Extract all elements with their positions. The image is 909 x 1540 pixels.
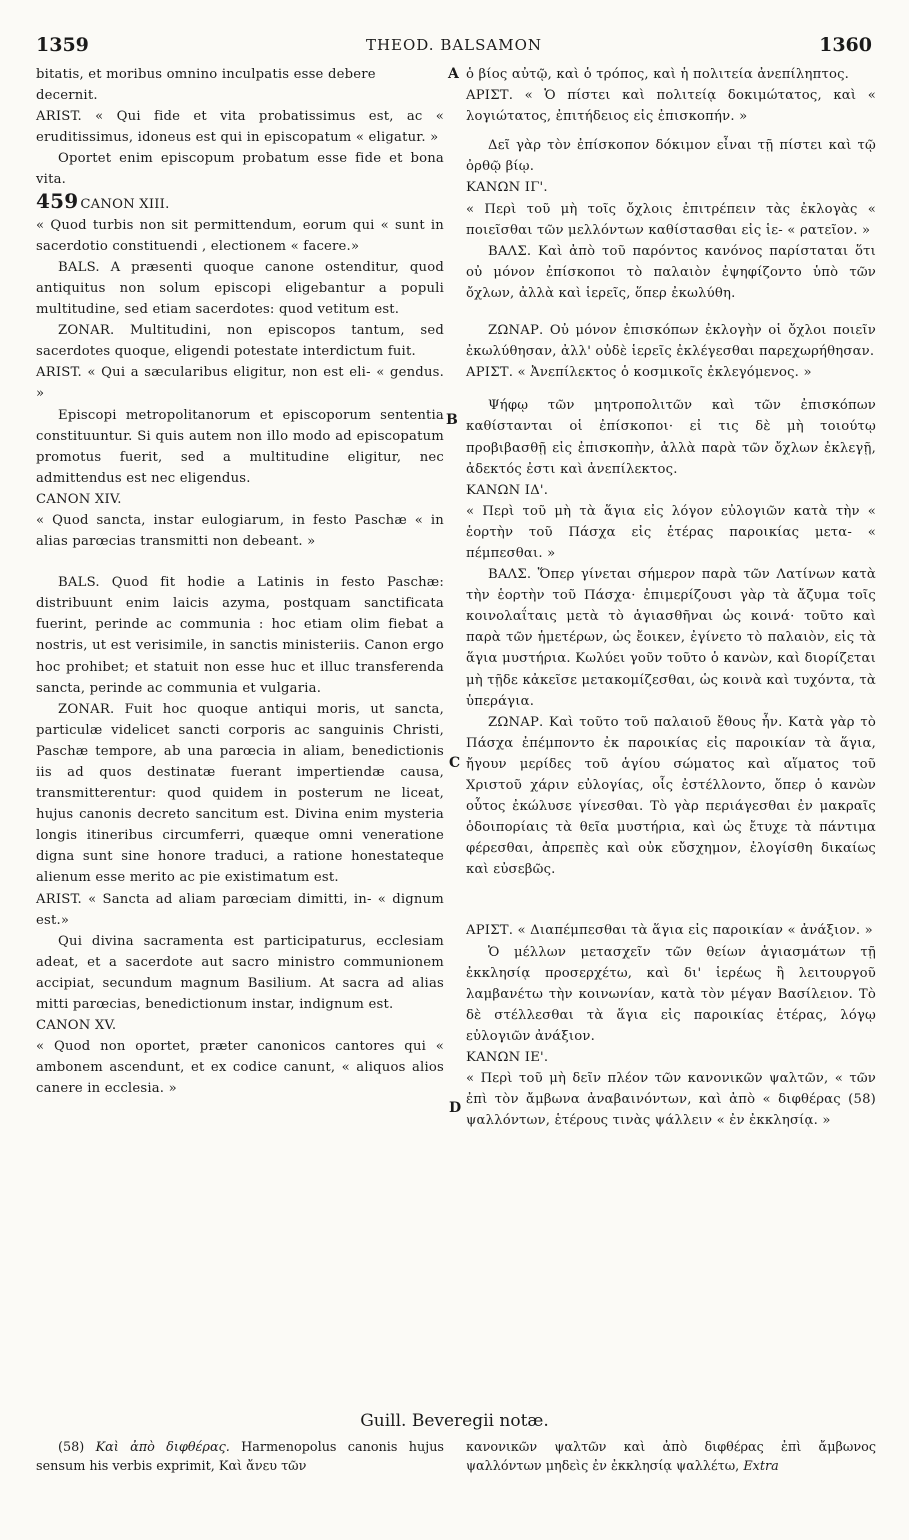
notes-title: Guill. Beveregii notæ. — [360, 1411, 549, 1431]
greek-balsamon13: ΒΑΛΣ. Καὶ ἀπὸ τοῦ παρόντος κανόνος παρίσταται ὅτι οὐ μόνον ἐπίσκοποι τὸ παλαιὸν ἐψηφίζοντο ὑπὸ τῶν ὄχλων, ἀλλὰ καὶ ἱερεῖς, ὅπερ ἐκωλύθη. — [466, 243, 876, 301]
margin-letter-d: D — [449, 1100, 462, 1116]
canon13-label: CANON XIII. — [80, 196, 170, 212]
note-lemma: Καὶ ἀπὸ διφθέρας. — [95, 1440, 230, 1455]
running-title: THEOD. BALSAMON — [365, 36, 543, 54]
latin-canon13-title: « Quod turbis non sit permittendum, eorum qui « sunt in sacerdotio constituendi , electionem « facere.» — [36, 217, 444, 254]
latin-arist14: ARIST. « Sancta ad aliam parœciam dimitti, in- « dignum est.» — [36, 891, 444, 928]
greek-arist-canon12: ΑΡΙΣΤ. « Ὁ πίστει καὶ πολιτείᾳ δοκιμώτατος, καὶ « λογιώτατος, ἐπιτήδειος εἰς ἐπισκοπήν. » — [466, 88, 876, 125]
column-number: 459 — [36, 188, 79, 213]
greek-mellon-paragraph: Ὁ μέλλων μετασχεῖν τῶν θείων ἁγιασμάτων τῇ ἐκκλησίᾳ προσερχέτω, καὶ δι' ἱερέως ἢ λειτουργοῦ λαμβανέτω τὴν κοινωνίαν, κατὰ τὸν μέγαν Βασίλειον. Τὸ δὲ στέλλεσθαι τὰ ἅγια εἰς παροικίας ἑτέρας, λόγῳ εὐλογιῶν ἀνάξιον. — [466, 944, 876, 1044]
margin-letter-c: C — [449, 755, 461, 771]
greek-psepho-paragraph: Ψήφῳ τῶν μητροπολιτῶν καὶ τῶν ἐπισκόπων καθίστανται οἱ ἐπίσκοποι· εἰ τις δὲ μὴ τοιούτῳ προβιβασθῇ εἰς ἐπισκοπὴν, ἀλλὰ παρὰ τῶν ὄχλων ἐκλεγῇ, ἀδεκτός ἐστι καὶ ἀνεπίλεκτος. — [466, 398, 876, 477]
latin-continuation-end: decernit. — [36, 88, 98, 104]
latin-canon14-heading: CANON XIV. — [36, 491, 122, 507]
greek-zonaras14: ΖΩΝΑΡ. Καὶ τοῦτο τοῦ παλαιοῦ ἔθους ἦν. Κατὰ γὰρ τὸ Πάσχα ἐπέμποντο ἐκ παροικίας εἰς παροικίαν τὰ ἅγια, ἤγουν μερίδες τοῦ ἁγίου σώματος καὶ αἵματος τοῦ Χριστοῦ χάριν εὐλογίας, οἷς ἐστέλλοντο, ὅπερ ὁ κανὼν οὗτος ἐκώλυσε γίνεσθαι. Τὸ γὰρ περιάγεσθαι ἐν μακραῖς ὁδοιπορίαις τὰ θεῖα μυστήρια, καὶ ὡς ἔτυχε τὰ πάντιμα φέρεσθαι, ἀπρεπὲς καὶ οὐκ εὔσχημον, ἐλογίσθη δικαίως καὶ εὐσεβῶς. — [466, 714, 876, 878]
left-page-number: 1359 — [36, 34, 89, 56]
greek-canon14-title: « Περὶ τοῦ μὴ τὰ ἅγια εἰς λόγον εὐλογιῶν κατὰ τὴν « ἑορτὴν τοῦ Πάσχα εἰς ἑτέρας παροικίας μετα- « πέμπεσθαι. » — [466, 503, 876, 561]
latin-episcopi-paragraph: Episcopi metropolitanorum et episcoporum sententia constituuntur. Si quis autem non illo modo ad episcopatum promotus fuerit, sed a multitudine eligitur, nec admittendus est nec eligendus. — [36, 407, 444, 486]
greek-continuation: ὁ βίος αὐτῷ, καὶ ὁ τρόπος, καὶ ἡ πολιτεία ἀνεπίληπτος. — [466, 67, 850, 82]
latin-canon13-heading — [36, 188, 444, 215]
note-text-left: Harmenopolus canonis hujus sensum his verbis exprimit, Καὶ ἄνευ τῶν — [36, 1440, 445, 1474]
latin-oportet-paragraph: Oportet enim episcopum probatum esse fide et bona vita. — [36, 151, 444, 188]
greek-canon13-title: « Περὶ τοῦ μὴ τοῖς ὄχλοις ἐπιτρέπειν τὰς ἐκλογὰς « ποιεῖσθαι τῶν μελλόντων καθίστασθαι εἰς ἱε- « ρατεῖον. » — [466, 201, 876, 238]
latin-canon15-title: « Quod non oportet, præter canonicos cantores qui « ambonem ascendunt, et ex codice canunt, « aliquos alios canere in ecclesia. » — [36, 1039, 444, 1097]
latin-continuation-line: bitatis, et moribus omnino inculpatis esse debere — [36, 67, 376, 82]
latin-balsamon13: BALS. A præsenti quoque canone ostenditur, quod antiquitus non solum episcopi eligebantur a populi multitudine, sed etiam sacerdotes: quod vetitum est. — [36, 259, 444, 318]
notes-left-column — [36, 1438, 444, 1476]
greek-zonaras13: ΖΩΝΑΡ. Οὐ μόνον ἐπισκόπων ἐκλογὴν οἱ ὄχλοι ποιεῖν ἐκωλύθησαν, ἀλλ' οὐδὲ ἱερεῖς ἐκλέγεσθαι παρεχωρήθησαν. — [466, 323, 876, 360]
margin-letter-a: A — [448, 66, 459, 82]
latin-arist-canon12: ARIST. « Qui fide et vita probatissimus est, ac « eruditissimus, idoneus est qui in episcopatum « eligatur. » — [36, 109, 444, 146]
latin-column — [36, 64, 444, 1100]
note-text-right: κανονικῶν ψαλτῶν καὶ ἀπὸ διφθέρας ἐπὶ ἄμβωνος ψαλλόντων μηδεὶς ἐν ἐκκλησίᾳ ψαλλέτω, — [466, 1440, 876, 1474]
greek-canon15-title: « Περὶ τοῦ μὴ δεῖν πλέον τῶν κανονικῶν ψαλτῶν, « τῶν ἐπὶ τὸν ἄμβωνα ἀναβαινόντων, καὶ ἀπὸ « διφθέρας (58) ψαλλόντων, ἑτέρους τινὰς ψάλλειν « ἐν ἐκκλησίᾳ. » — [466, 1071, 876, 1129]
greek-arist13: ΑΡΙΣΤ. « Ἀνεπίλεκτος ὁ κοσμικοῖς ἐκλεγόμενος. » — [466, 365, 812, 381]
notes-right-column — [466, 1438, 876, 1476]
greek-canon14-heading: ΚΑΝΩΝ ΙΔ'. — [466, 482, 549, 498]
latin-qui-paragraph: Qui divina sacramenta est participaturus, ecclesiam adeat, et a sacerdote aut sacro ministro communionem accipiat, secundum magnum Basilium. At sacra ad alias mitti parœcias, benedictionum instar, indignum est. — [36, 933, 444, 1013]
latin-balsamon14: BALS. Quod fit hodie a Latinis in festo Paschæ: distribuunt enim laicis azyma, postquam sanctificata fuerint, perinde ac communia : hoc etiam olim fiebat a nostris, ut est verisimile, in sanctis ministeriis. Canon ergo hoc prohibet; et statuit non esse huc et illuc transferenda sancta, perinde ac communia et vulgaria. — [36, 575, 444, 696]
latin-zonaras14: ZONAR. Fuit hoc quoque antiqui moris, ut sancta, particulæ videlicet sancti corporis ac sanguinis Christi, Paschæ tempore, ab una parœcia in aliam, benedictionis iis ad quos destinatæ fuerant impertiendæ causa, transmitterentur: quod quidem in posterum ne liceat, hujus canonis decreto sancitum est. Divina enim mysteria longis itineribus circumferri, quæque omni veneratione digna sunt sine honore traduci, a ratione honestateque alienum esse merito ac pie existimatum est. — [36, 701, 444, 886]
greek-canon13-heading: ΚΑΝΩΝ ΙΓ'. — [466, 180, 548, 196]
greek-canon15-heading: ΚΑΝΩΝ ΙΕ'. — [466, 1050, 549, 1066]
latin-canon15-heading: CANON XV. — [36, 1018, 117, 1034]
margin-letter-b: B — [446, 412, 458, 428]
note-label: (58) — [58, 1440, 85, 1455]
latin-canon14-title: « Quod sancta, instar eulogiarum, in festo Paschæ « in alias parœcias transmitti non debeant. » — [36, 512, 444, 550]
latin-arist13: ARIST. « Qui a sæcularibus eligitur, non est eli- « gendus. » — [36, 365, 444, 402]
greek-balsamon14: ΒΑΛΣ. Ὅπερ γίνεται σήμερον παρὰ τῶν Λατίνων κατὰ τὴν ἑορτὴν τοῦ Πάσχα· ἐπιμερίζουσι γὰρ τὰ ἄζυμα τοῖς κοινολαΐταις μετὰ τὸ ἁγιασθῆναι ὡς κοινά· τοῦτο καὶ παρὰ τῶν ἡμετέρων, ὡς ἔοικεν, ἐγίνετο τὸ παλαιὸν, εἰς τὰ ἅγια μυστήρια. Κωλύει γοῦν τοῦτο ὁ κανὼν, καὶ διορίζεται μὴ τῇδε κἀκεῖσε μετακομίζεσθαι, ὡς κοινὰ καὶ τυχόντα, τὰ ὑπεράγια. — [466, 567, 876, 709]
note-58-left — [36, 1438, 444, 1476]
latin-zonaras13: ZONAR. Multitudini, non episcopos tantum, sed sacerdotes quoque, eligendi potestate interdictum fuit. — [36, 323, 444, 360]
note-italic-word: Extra — [743, 1459, 779, 1474]
greek-arist14: ΑΡΙΣΤ. « Διαπέμπεσθαι τὰ ἅγια εἰς παροικίαν « ἀνάξιον. » — [466, 923, 873, 939]
right-page-number: 1360 — [819, 34, 872, 56]
note-58-right — [466, 1438, 876, 1476]
greek-column — [466, 64, 876, 1131]
greek-dei-paragraph: Δεῖ γὰρ τὸν ἐπίσκοπον δόκιμον εἶναι τῇ πίστει καὶ τῷ ὀρθῷ βίῳ. — [466, 138, 876, 175]
running-header — [36, 34, 872, 60]
